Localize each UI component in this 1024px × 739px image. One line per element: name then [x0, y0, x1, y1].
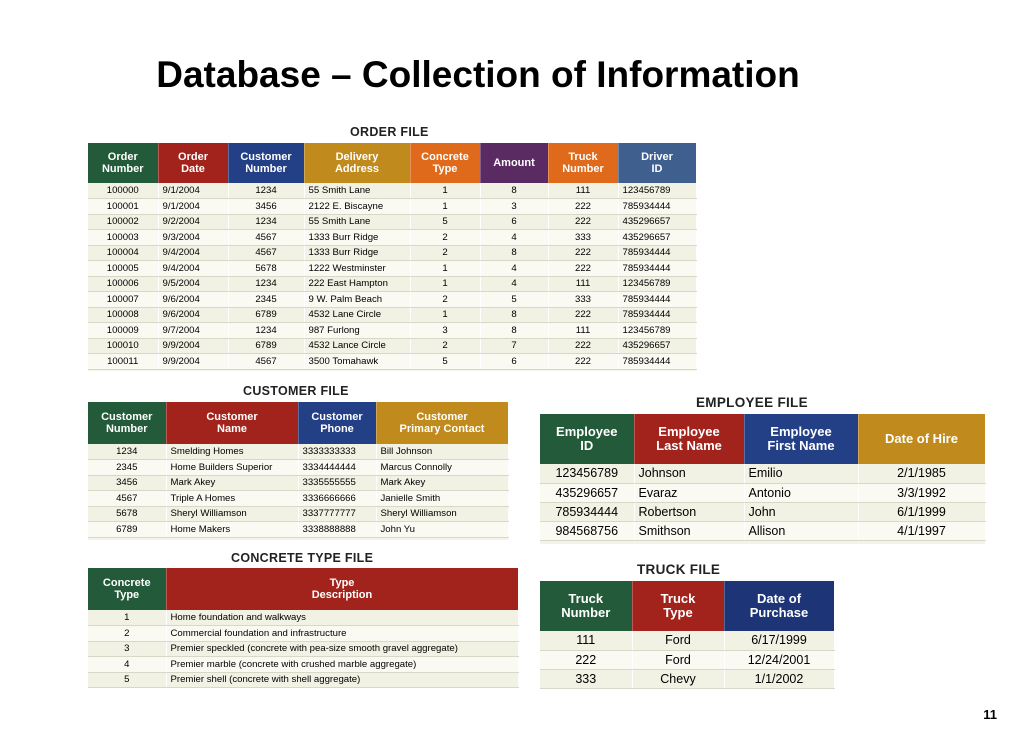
table-row [88, 199, 696, 215]
table-row [88, 307, 696, 323]
table-cell: 333 [548, 292, 618, 308]
table-cell: 4532 Lane Circle [304, 307, 410, 323]
table-cell: 1234 [228, 323, 304, 339]
table-cell: Home Makers [166, 522, 298, 538]
order-file-header-4: Concrete Type [410, 143, 480, 183]
table-cell: 4567 [228, 230, 304, 246]
table-row [88, 292, 696, 308]
table-cell: 1222 Westminster [304, 261, 410, 277]
concrete-type-file-title: CONCRETE TYPE FILE [231, 551, 374, 565]
table-cell: 123456789 [540, 464, 634, 483]
table-cell: 100006 [88, 276, 158, 292]
table-cell: Bill Johnson [376, 444, 508, 460]
table-cell: Sheryl Williamson [376, 506, 508, 522]
table-cell: 5 [410, 354, 480, 370]
truck-file-table-container [540, 581, 834, 689]
table-cell: 435296657 [540, 483, 634, 502]
concrete-type-file-table [88, 568, 519, 688]
table-cell: 1/1/2002 [724, 669, 834, 688]
table-cell: 2 [410, 338, 480, 354]
concrete-type-file-header-0: Concrete Type [88, 568, 166, 610]
employee-file-table-container [540, 414, 985, 544]
table-cell: 785934444 [618, 354, 696, 370]
table-cell: 785934444 [618, 307, 696, 323]
table-cell: 4532 Lance Circle [304, 338, 410, 354]
table-cell: 6789 [88, 522, 166, 538]
table-cell: 4 [88, 657, 166, 673]
table-cell: 5678 [228, 261, 304, 277]
order-file-header-2: Customer Number [228, 143, 304, 183]
employee-file-table [540, 414, 986, 541]
table-cell: 4 [480, 276, 548, 292]
customer-file-header-3: Customer Primary Contact [376, 402, 508, 444]
table-row [88, 214, 696, 230]
table-cell: 9/1/2004 [158, 183, 228, 199]
table-cell: 3 [480, 199, 548, 215]
table-cell: Ford [632, 631, 724, 650]
table-cell: 100011 [88, 354, 158, 370]
table-row [88, 276, 696, 292]
table-cell: 9/5/2004 [158, 276, 228, 292]
employee-file-header-0: Employee ID [540, 414, 634, 464]
table-row [88, 491, 508, 507]
table-cell: 2 [88, 626, 166, 642]
table-cell: 1 [410, 183, 480, 199]
table-cell: 2345 [88, 460, 166, 476]
table-cell: 3 [88, 641, 166, 657]
table-cell: 3337777777 [298, 506, 376, 522]
table-row [88, 354, 696, 370]
truck-file-header-2: Date of Purchase [724, 581, 834, 631]
table-row [88, 522, 508, 538]
table-cell: Smithson [634, 521, 744, 540]
table-row [88, 506, 508, 522]
table-cell: 6/1/1999 [858, 502, 985, 521]
table-row [540, 483, 985, 502]
table-cell: 9/6/2004 [158, 307, 228, 323]
table-cell: 4567 [228, 354, 304, 370]
table-cell: Smelding Homes [166, 444, 298, 460]
slide-title [0, 54, 1024, 96]
table-cell: 785934444 [618, 245, 696, 261]
table-cell: Ford [632, 650, 724, 669]
table-cell: 1333 Burr Ridge [304, 230, 410, 246]
table-row [540, 502, 985, 521]
table-cell: 3333333333 [298, 444, 376, 460]
table-cell: Robertson [634, 502, 744, 521]
table-cell: Janielle Smith [376, 491, 508, 507]
table-cell: 2345 [228, 292, 304, 308]
table-cell: 100004 [88, 245, 158, 261]
table-cell: 4567 [228, 245, 304, 261]
truck-file-table [540, 581, 835, 689]
table-row [88, 610, 518, 626]
table-cell: 3500 Tomahawk [304, 354, 410, 370]
table-cell: Mark Akey [376, 475, 508, 491]
table-cell: 785934444 [618, 261, 696, 277]
table-cell: Evaraz [634, 483, 744, 502]
employee-file-header-1: Employee Last Name [634, 414, 744, 464]
order-file-header-1: Order Date [158, 143, 228, 183]
table-cell: 333 [540, 669, 632, 688]
table-cell: 785934444 [618, 199, 696, 215]
truck-file-title: TRUCK FILE [637, 562, 721, 577]
table-cell: Home foundation and walkways [166, 610, 518, 626]
table-cell: 100005 [88, 261, 158, 277]
table-cell: 3335555555 [298, 475, 376, 491]
table-cell: John Yu [376, 522, 508, 538]
table-cell: 55 Smith Lane [304, 214, 410, 230]
table-cell: 1234 [228, 214, 304, 230]
order-file-header-6: Truck Number [548, 143, 618, 183]
table-row [540, 521, 985, 540]
table-cell: 2/1/1985 [858, 464, 985, 483]
table-cell: Marcus Connolly [376, 460, 508, 476]
table-cell: Chevy [632, 669, 724, 688]
table-cell: 9/7/2004 [158, 323, 228, 339]
order-file-header-5: Amount [480, 143, 548, 183]
table-cell: 1234 [228, 276, 304, 292]
table-cell: 100007 [88, 292, 158, 308]
table-cell: 123456789 [618, 183, 696, 199]
table-cell: 9/4/2004 [158, 261, 228, 277]
table-cell: 435296657 [618, 230, 696, 246]
table-row [88, 261, 696, 277]
table-cell: 1333 Burr Ridge [304, 245, 410, 261]
customer-file-header-0: Customer Number [88, 402, 166, 444]
order-file-header-3: Delivery Address [304, 143, 410, 183]
table-cell: 3456 [88, 475, 166, 491]
table-cell: 8 [480, 245, 548, 261]
table-cell: Premier speckled (concrete with pea-size smooth gravel aggregate) [166, 641, 518, 657]
table-cell: 3334444444 [298, 460, 376, 476]
table-cell: 111 [548, 276, 618, 292]
employee-file-header-3: Date of Hire [858, 414, 985, 464]
table-cell: 984568756 [540, 521, 634, 540]
table-cell: 9/9/2004 [158, 338, 228, 354]
customer-file-table-container [88, 402, 508, 540]
table-cell: 12/24/2001 [724, 650, 834, 669]
order-file-header-7: Driver ID [618, 143, 696, 183]
truck-file-header-1: Truck Type [632, 581, 724, 631]
table-cell: 100010 [88, 338, 158, 354]
concrete-type-file-table-container [88, 568, 518, 688]
table-cell: 3336666666 [298, 491, 376, 507]
table-row [88, 460, 508, 476]
table-cell: 3456 [228, 199, 304, 215]
employee-file-title: EMPLOYEE FILE [696, 395, 808, 410]
table-cell: 222 [548, 307, 618, 323]
table-cell: 100000 [88, 183, 158, 199]
order-file-table [88, 143, 697, 370]
table-cell: 6789 [228, 338, 304, 354]
table-cell: 1 [410, 276, 480, 292]
table-cell: 1 [410, 307, 480, 323]
table-cell: 3/3/1992 [858, 483, 985, 502]
table-cell: 6 [480, 354, 548, 370]
table-row [88, 338, 696, 354]
table-row [88, 230, 696, 246]
table-cell: 123456789 [618, 276, 696, 292]
table-cell: 8 [480, 183, 548, 199]
table-cell: 222 [548, 245, 618, 261]
table-row [88, 475, 508, 491]
table-cell: 4/1/1997 [858, 521, 985, 540]
table-cell: 7 [480, 338, 548, 354]
table-cell: 6 [480, 214, 548, 230]
table-cell: 100001 [88, 199, 158, 215]
table-cell: Commercial foundation and infrastructure [166, 626, 518, 642]
table-cell: Premier marble (concrete with crushed marble aggregate) [166, 657, 518, 673]
table-cell: 1234 [88, 444, 166, 460]
table-cell: 1 [410, 199, 480, 215]
order-file-header-0: Order Number [88, 143, 158, 183]
table-cell: Sheryl Williamson [166, 506, 298, 522]
table-cell: 9/9/2004 [158, 354, 228, 370]
table-cell: John [744, 502, 858, 521]
table-cell: 222 [548, 338, 618, 354]
table-cell: 2 [410, 245, 480, 261]
table-cell: 1 [88, 610, 166, 626]
table-cell: Triple A Homes [166, 491, 298, 507]
page-number: 11 [983, 707, 997, 722]
table-row [540, 631, 834, 650]
order-file-table-container [88, 143, 696, 371]
table-row [88, 245, 696, 261]
table-cell: 222 [548, 261, 618, 277]
table-cell: 100009 [88, 323, 158, 339]
table-row [88, 444, 508, 460]
table-cell: 3338888888 [298, 522, 376, 538]
table-cell: 4 [480, 261, 548, 277]
table-cell: 9/3/2004 [158, 230, 228, 246]
table-row [540, 464, 985, 483]
table-cell: 5 [88, 672, 166, 688]
table-row [88, 183, 696, 199]
slide-title-text: Database – Collection of Information [156, 54, 800, 95]
table-cell: Emilio [744, 464, 858, 483]
table-cell: 111 [548, 183, 618, 199]
table-row [88, 672, 518, 688]
table-row [88, 641, 518, 657]
table-cell: 222 [548, 214, 618, 230]
table-cell: 987 Furlong [304, 323, 410, 339]
table-cell: 222 [540, 650, 632, 669]
table-cell: 2 [410, 230, 480, 246]
table-cell: 2 [410, 292, 480, 308]
table-cell: Premier shell (concrete with shell aggregate) [166, 672, 518, 688]
table-cell: 9 W. Palm Beach [304, 292, 410, 308]
concrete-type-file-header-1: Type Description [166, 568, 518, 610]
employee-file-header-2: Employee First Name [744, 414, 858, 464]
table-cell: 435296657 [618, 214, 696, 230]
table-cell: 4 [480, 230, 548, 246]
table-cell: Johnson [634, 464, 744, 483]
customer-file-table [88, 402, 509, 538]
table-cell: 9/2/2004 [158, 214, 228, 230]
table-cell: Antonio [744, 483, 858, 502]
table-cell: 8 [480, 307, 548, 323]
table-cell: 100002 [88, 214, 158, 230]
table-cell: 6789 [228, 307, 304, 323]
table-cell: 123456789 [618, 323, 696, 339]
table-cell: 100003 [88, 230, 158, 246]
table-cell: 55 Smith Lane [304, 183, 410, 199]
customer-file-header-2: Customer Phone [298, 402, 376, 444]
table-cell: 785934444 [618, 292, 696, 308]
table-cell: 5 [410, 214, 480, 230]
table-cell: 5 [480, 292, 548, 308]
table-cell: 333 [548, 230, 618, 246]
table-cell: Home Builders Superior [166, 460, 298, 476]
table-cell: 9/6/2004 [158, 292, 228, 308]
table-cell: 6/17/1999 [724, 631, 834, 650]
table-cell: 435296657 [618, 338, 696, 354]
table-cell: 222 East Hampton [304, 276, 410, 292]
table-row [88, 657, 518, 673]
table-row [88, 626, 518, 642]
table-cell: 8 [480, 323, 548, 339]
truck-file-header-0: Truck Number [540, 581, 632, 631]
table-row [540, 650, 834, 669]
table-cell: Mark Akey [166, 475, 298, 491]
table-row [88, 323, 696, 339]
table-cell: 785934444 [540, 502, 634, 521]
table-cell: 111 [540, 631, 632, 650]
table-cell: 2122 E. Biscayne [304, 199, 410, 215]
table-cell: 9/1/2004 [158, 199, 228, 215]
customer-file-title: CUSTOMER FILE [243, 384, 349, 398]
table-row [540, 669, 834, 688]
table-cell: 1234 [228, 183, 304, 199]
order-file-title: ORDER FILE [350, 125, 429, 139]
customer-file-header-1: Customer Name [166, 402, 298, 444]
table-cell: 5678 [88, 506, 166, 522]
table-cell: 9/4/2004 [158, 245, 228, 261]
table-cell: 3 [410, 323, 480, 339]
table-cell: 222 [548, 354, 618, 370]
table-cell: 100008 [88, 307, 158, 323]
table-cell: Allison [744, 521, 858, 540]
table-cell: 111 [548, 323, 618, 339]
table-cell: 4567 [88, 491, 166, 507]
table-cell: 222 [548, 199, 618, 215]
table-cell: 1 [410, 261, 480, 277]
